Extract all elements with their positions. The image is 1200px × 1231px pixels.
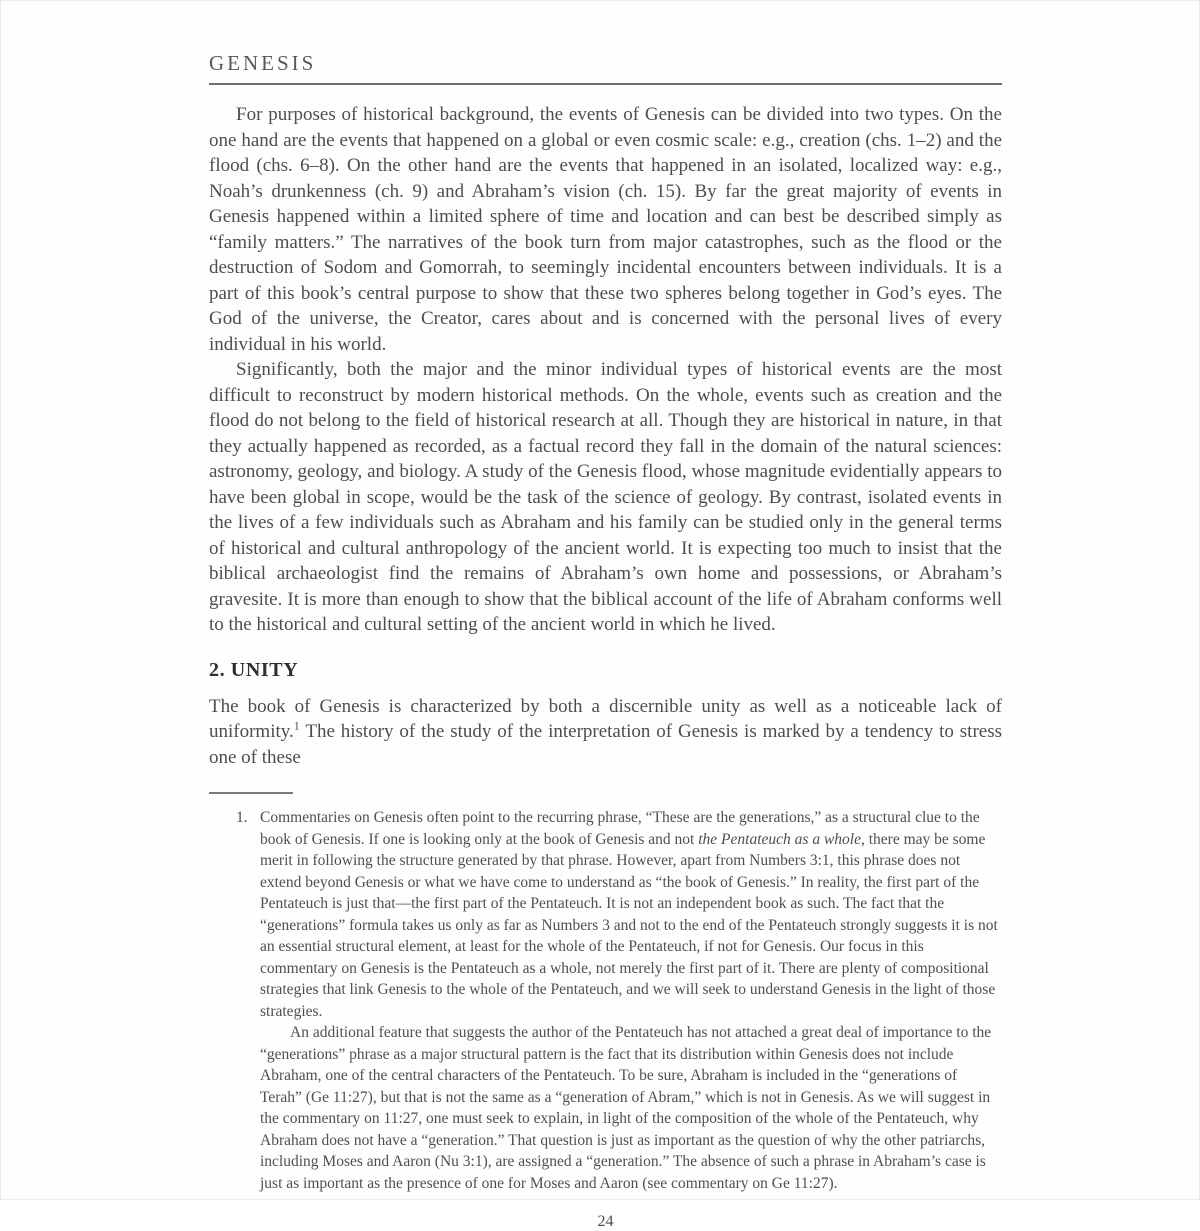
section-paragraph-continuation: The history of the study of the interpretation of Genesis is marked by a tendency to stress one of these: [209, 721, 1002, 768]
footnote-paragraph-2: An additional feature that suggests the author of the Pentateuch has not attached a great deal of importance to the “generations” phrase as a major structural pattern is the fact that its distribution within Genesis does not include Abraham, one of the central characters of the Pentateuch. To be sure, Abraham is included in the “generations of Terah” (Ge 11:27), but that is not the same as a “generation of Abram,” which is not in Genesis. As we will suggest in the commentary on 11:27, one must seek to explain, in light of the composition of the whole of the Pentateuch, why Abraham does not have a “generation.” That question is just as important as the question of why the other patriarchs, including Moses and Aaron (Nu 3:1), are assigned a “generation.” The absence of such a phrase in Abraham’s case is just as important as the presence of one for Moses and Aaron (see commentary on Ge 11:27).: [260, 1024, 992, 1192]
footnote-paragraph-1: [260, 807, 1002, 1022]
footnote-number: 1.: [236, 809, 248, 826]
footnote-text: [260, 807, 1002, 1194]
running-header: [209, 51, 1002, 85]
page-title: GENESIS: [209, 51, 317, 75]
footnote-italic-phrase: the Pentateuch as a whole: [698, 830, 861, 848]
main-text: [209, 102, 1002, 770]
header-rule: [209, 83, 1002, 85]
section-heading-unity: 2. UNITY: [209, 658, 299, 681]
text-column: [209, 1, 1002, 1231]
page-number: 24: [597, 1213, 614, 1230]
footnote-text-lead: Commentaries on Genesis often point to the recurring phrase, “These are the generations,” as a structural clue to the book of Genesis. If one is looking only at the book of Genesis and not: [260, 809, 980, 848]
paragraph-historical-background: For purposes of historical background, the events of Genesis can be divided into two types. On the one hand are the events that happened on a global or even cosmic scale: e.g., creation (chs. 1–2) and the flood (chs. 6–8). On the other hand are the events that happened in an isolated, localized way: e.g., Noah’s drunkenness (ch. 9) and Abraham’s vision (ch. 15). By far the great majority of events in Genesis happened within a limited sphere of time and location and can best be described simply as “family matters.” The narratives of the book turn from major catastrophes, such as the flood or the destruction of Sodom and Gomorrah, to seemingly incidental encounters between individuals. It is a part of this book’s central purpose to show that these two spheres belong together in God’s eyes. The God of the universe, the Creator, cares about and is concerned with the personal lives of every individual in his world.: [209, 104, 1002, 355]
footnote-text-rest: , there may be some merit in following the structure generated by that phrase. However, apart from Numbers 3:1, this phrase does not extend beyond Genesis or what we have come to understand as “the book of Genesis.” In reality, the first part of the Pentateuch is just that—the first part of the Pentateuch. It is not an independent book as such. The fact that the “generations” formula takes us only as far as Numbers 3 and not to the end of the Pentateuch strongly suggests it is not an essential structural element, at least for the whole of the Pentateuch, if not for Genesis. Our focus in this commentary on Genesis is the Pentateuch as a whole, not merely the first part of it. There are plenty of compositional strategies that link Genesis to the whole of the Pentateuch, and we will seek to understand Genesis in the light of those strategies.: [260, 830, 998, 1020]
section-paragraph-text: The book of Genesis is characterized by both a discernible unity as well as a noticeable lack of uniformity.: [209, 695, 1002, 742]
footnotes-section: [209, 792, 1002, 1194]
footnote-separator-rule: [209, 792, 293, 794]
page-footer: [209, 1213, 1002, 1231]
footnote-item: [209, 807, 1002, 1194]
paragraph-historical-methods: Significantly, both the major and the minor individual types of historical events are the most difficult to reconstruct by modern historical methods. On the whole, events such as creation and the flood do not belong to the field of historical research at all. Though they are historical in nature, in that they actually happened as recorded, as a factual record they fall in the domain of the natural sciences: astronomy, geology, and biology. A study of the Genesis flood, whose magnitude evidentially appears to have been global in scope, would be the task of the science of geology. By contrast, isolated events in the lives of a few individuals such as Abraham and his family can be studied only in the general terms of historical and cultural anthropology of the ancient world. It is expecting too much to insist that the biblical archaeologist find the remains of Abraham’s own home and possessions, or Abraham’s gravesite. It is more than enough to show that the biblical account of the life of Abraham conforms well to the historical and cultural setting of the ancient world in which he lived.: [209, 359, 1002, 635]
section-paragraph: [209, 694, 1002, 771]
footnote-reference-marker: 1: [293, 718, 300, 733]
